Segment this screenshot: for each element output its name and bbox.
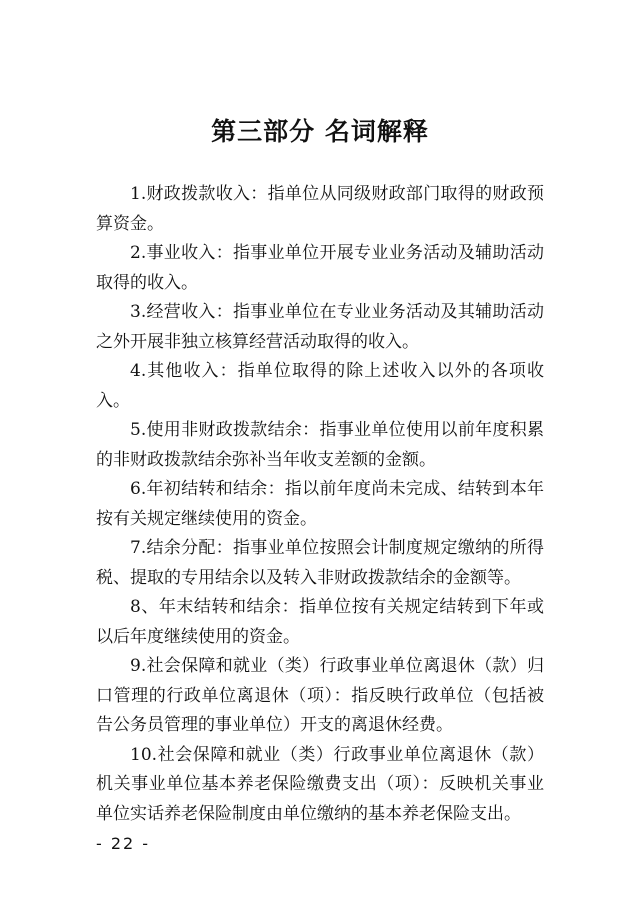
definition-item-8: 8、年末结转和结余：指单位按有关规定结转到下年或以后年度继续使用的资金。 — [96, 597, 544, 647]
definitions-list — [96, 180, 544, 829]
page-number: - 22 - — [96, 834, 151, 853]
definition-item-9: 9.社会保障和就业（类）行政事业单位离退休（款）归口管理的行政单位离退休（项）：指反映行政单位（包括被告公务员管理的事业单位）开支的离退休经费。 — [96, 656, 544, 735]
definition-item-5: 5.使用非财政拨款结余：指事业单位使用以前年度积累的非财政拨款结余弥补当年收支差额的金额。 — [96, 420, 544, 470]
definition-item-2: 2.事业收入：指事业单位开展专业业务活动及辅助活动取得的收入。 — [96, 243, 544, 293]
definition-item-1: 1.财政拨款收入：指单位从同级财政部门取得的财政预算资金。 — [96, 184, 544, 234]
definition-item-7: 7.结余分配：指事业单位按照会计制度规定缴纳的所得税、提取的专用结余以及转入非财政拨款结余的金额等。 — [96, 538, 544, 588]
definition-item-3: 3.经营收入：指事业单位在专业业务活动及其辅助活动之外开展非独立核算经营活动取得的收入。 — [96, 302, 544, 352]
page-title: 第三部分 名词解释 — [211, 117, 429, 146]
definition-item-10: 10.社会保障和就业（类）行政事业单位离退休（款）机关事业单位基本养老保险缴费支出（项）：反映机关事业单位实话养老保险制度由单位缴纳的基本养老保险支出。 — [96, 744, 544, 824]
definition-item-6: 6.年初结转和结余：指以前年度尚未完成、结转到本年按有关规定继续使用的资金。 — [96, 479, 544, 529]
definition-item-4: 4.其他收入：指单位取得的除上述收入以外的各项收入。 — [96, 361, 544, 411]
